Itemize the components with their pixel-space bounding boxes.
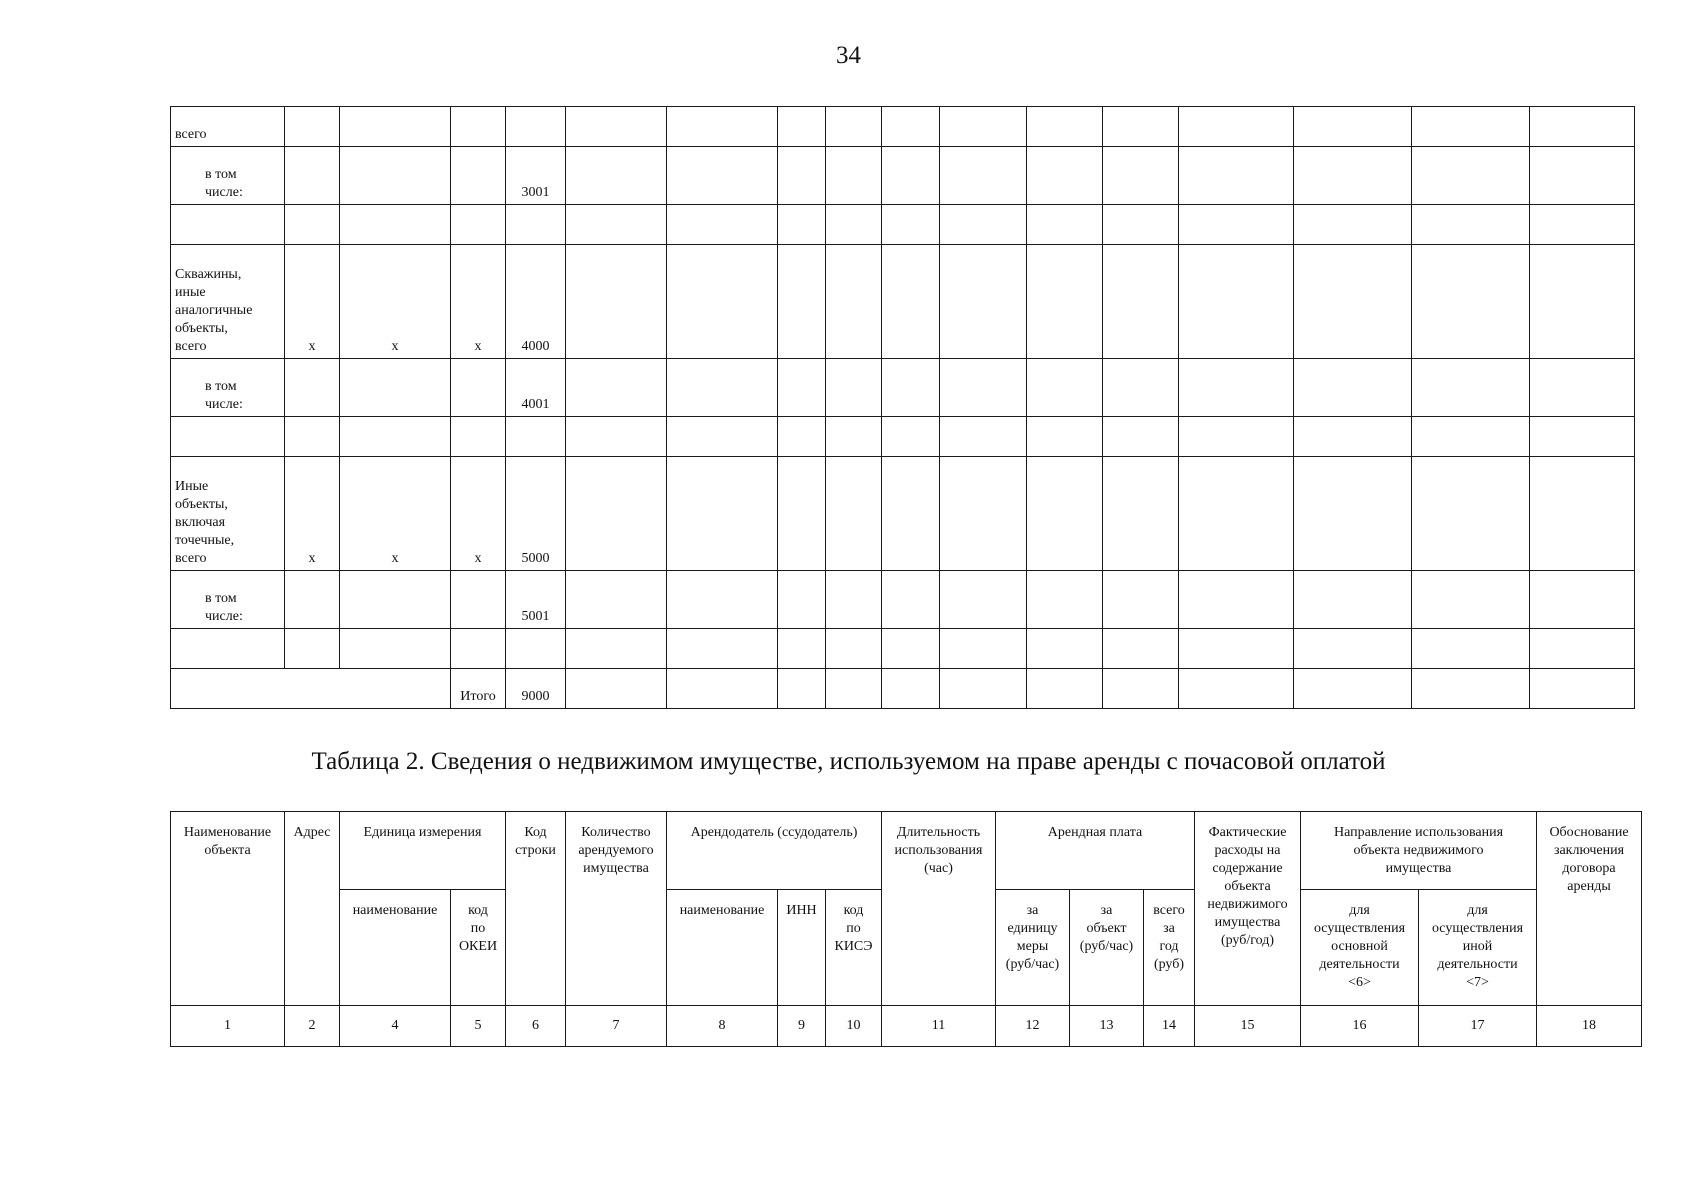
table-cell bbox=[566, 205, 667, 245]
table-cell bbox=[1530, 571, 1635, 629]
table-cell bbox=[1530, 359, 1635, 417]
table-cell bbox=[667, 629, 778, 669]
row-label: в том числе: bbox=[205, 167, 243, 200]
header-object-name: Наименование объекта bbox=[171, 812, 285, 1006]
table-row bbox=[171, 245, 1635, 359]
table-cell bbox=[451, 417, 506, 457]
table-cell bbox=[451, 107, 506, 147]
table-cell bbox=[1103, 147, 1179, 205]
table-cell bbox=[285, 359, 340, 417]
table-cell bbox=[882, 359, 940, 417]
table-cell bbox=[940, 205, 1027, 245]
row-label: Скважины, иные аналогичные объекты, всего bbox=[175, 267, 253, 354]
column-number: 7 bbox=[566, 1006, 667, 1047]
table-cell bbox=[340, 571, 451, 629]
column-number: 5 bbox=[451, 1006, 506, 1047]
table-cell bbox=[451, 629, 506, 669]
table-cell bbox=[340, 629, 451, 669]
table-cell bbox=[1179, 205, 1294, 245]
table-cell bbox=[826, 629, 882, 669]
table-cell bbox=[1027, 417, 1103, 457]
table-cell bbox=[171, 629, 285, 669]
table-cell bbox=[1103, 107, 1179, 147]
table-cell bbox=[1103, 629, 1179, 669]
table-row bbox=[171, 457, 1635, 571]
header-expenses: Фактические расходы на содержание объекта недвижимого имущества (руб/год) bbox=[1195, 812, 1301, 1006]
table-cell bbox=[285, 205, 340, 245]
table-cell bbox=[171, 147, 285, 205]
table-cell bbox=[882, 147, 940, 205]
table-cell bbox=[826, 205, 882, 245]
table-cell bbox=[171, 457, 285, 571]
column-number: 8 bbox=[667, 1006, 778, 1047]
table-cell bbox=[566, 669, 667, 709]
table-cell bbox=[667, 359, 778, 417]
table-cell bbox=[882, 669, 940, 709]
column-numbers-row bbox=[171, 1006, 1642, 1047]
table-cell: х bbox=[285, 245, 340, 359]
header-rent-total-year: всего за год (руб) bbox=[1144, 890, 1195, 1006]
table-cell bbox=[451, 147, 506, 205]
table-cell bbox=[1294, 457, 1412, 571]
table-cell bbox=[667, 107, 778, 147]
table-row bbox=[171, 571, 1635, 629]
row-label: всего bbox=[175, 127, 207, 142]
table-cell bbox=[940, 629, 1027, 669]
table-cell bbox=[171, 359, 285, 417]
table-cell: 4000 bbox=[506, 245, 566, 359]
table-cell bbox=[1103, 457, 1179, 571]
header-unit: Единица измерения bbox=[340, 812, 506, 890]
header-quantity: Количество арендуемого имущества bbox=[566, 812, 667, 1006]
table-cell bbox=[171, 417, 285, 457]
table-cell bbox=[667, 417, 778, 457]
table-cell bbox=[1103, 669, 1179, 709]
table-cell bbox=[566, 417, 667, 457]
column-number: 9 bbox=[778, 1006, 826, 1047]
table-cell bbox=[1412, 457, 1530, 571]
table-cell bbox=[1179, 629, 1294, 669]
table-cell bbox=[1179, 107, 1294, 147]
table-cell bbox=[826, 571, 882, 629]
table-cell bbox=[1294, 629, 1412, 669]
table-cell bbox=[940, 571, 1027, 629]
table-cell bbox=[566, 147, 667, 205]
table-cell bbox=[778, 107, 826, 147]
table-cell bbox=[1179, 245, 1294, 359]
table-cell bbox=[826, 107, 882, 147]
table-cell bbox=[1530, 205, 1635, 245]
table-cell bbox=[778, 147, 826, 205]
table-cell bbox=[826, 147, 882, 205]
table-cell bbox=[1027, 205, 1103, 245]
table-cell bbox=[171, 669, 451, 709]
table-cell bbox=[1530, 457, 1635, 571]
table-cell bbox=[1027, 571, 1103, 629]
table-cell bbox=[451, 571, 506, 629]
table-cell bbox=[171, 245, 285, 359]
row-label: Иные объекты, включая точечные, всего bbox=[175, 479, 235, 566]
table-row bbox=[171, 669, 1635, 709]
table-cell bbox=[566, 629, 667, 669]
table-cell bbox=[940, 359, 1027, 417]
header-basis: Обоснование заключения договора аренды bbox=[1537, 812, 1642, 1006]
table-cell bbox=[171, 571, 285, 629]
table-row bbox=[171, 417, 1635, 457]
table-row bbox=[171, 359, 1635, 417]
table-cell bbox=[506, 629, 566, 669]
table-cell bbox=[1179, 571, 1294, 629]
table-cell bbox=[1294, 669, 1412, 709]
table-cell bbox=[667, 205, 778, 245]
table-cell bbox=[566, 571, 667, 629]
column-number: 17 bbox=[1419, 1006, 1537, 1047]
table-cell: х bbox=[285, 457, 340, 571]
header-direction-main: для осуществления основной деятельности <6> bbox=[1301, 890, 1419, 1006]
table-cell bbox=[882, 457, 940, 571]
table-cell bbox=[778, 571, 826, 629]
table-cell bbox=[566, 457, 667, 571]
table-cell bbox=[171, 107, 285, 147]
table-cell bbox=[940, 417, 1027, 457]
table-cell bbox=[566, 107, 667, 147]
table-cell bbox=[285, 571, 340, 629]
table-cell bbox=[340, 147, 451, 205]
table-cell bbox=[506, 417, 566, 457]
column-number: 2 bbox=[285, 1006, 340, 1047]
table-cell: 3001 bbox=[506, 147, 566, 205]
table-cell bbox=[1027, 457, 1103, 571]
table-cell bbox=[340, 359, 451, 417]
table-cell bbox=[940, 457, 1027, 571]
column-number: 12 bbox=[996, 1006, 1070, 1047]
table-cell bbox=[826, 359, 882, 417]
column-number: 4 bbox=[340, 1006, 451, 1047]
header-rent: Арендная плата bbox=[996, 812, 1195, 890]
table-cell bbox=[340, 417, 451, 457]
table-cell bbox=[882, 571, 940, 629]
table-cell bbox=[1412, 245, 1530, 359]
table-cell bbox=[1027, 629, 1103, 669]
table-cell: х bbox=[451, 245, 506, 359]
table-cell bbox=[1412, 205, 1530, 245]
table-cell bbox=[1412, 669, 1530, 709]
table-cell bbox=[566, 245, 667, 359]
table-cell bbox=[882, 245, 940, 359]
header-address: Адрес bbox=[285, 812, 340, 1006]
header-rent-per-unit: за единицу меры (руб/час) bbox=[996, 890, 1070, 1006]
table-cell bbox=[778, 205, 826, 245]
page-number: 34 bbox=[836, 42, 861, 69]
table-cell bbox=[1179, 359, 1294, 417]
table-cell bbox=[1103, 571, 1179, 629]
table-cell bbox=[1103, 417, 1179, 457]
table-cell bbox=[1412, 107, 1530, 147]
table-cell bbox=[826, 669, 882, 709]
table-cell bbox=[1412, 147, 1530, 205]
header-lessor-kise: код по КИСЭ bbox=[826, 890, 882, 1006]
table-cell bbox=[1530, 107, 1635, 147]
table-cell bbox=[826, 457, 882, 571]
table-cell bbox=[1294, 245, 1412, 359]
table-cell bbox=[1530, 147, 1635, 205]
table-cell bbox=[778, 669, 826, 709]
table-cell bbox=[1294, 417, 1412, 457]
table-row bbox=[171, 107, 1635, 147]
column-number: 15 bbox=[1195, 1006, 1301, 1047]
table-cell bbox=[778, 457, 826, 571]
header-lessor-inn: ИНН bbox=[778, 890, 826, 1006]
column-number: 6 bbox=[506, 1006, 566, 1047]
table-cell bbox=[778, 245, 826, 359]
table-cell bbox=[1027, 669, 1103, 709]
table-cell bbox=[1027, 359, 1103, 417]
table-cell bbox=[1412, 629, 1530, 669]
header-row-code: Код строки bbox=[506, 812, 566, 1006]
table-cell bbox=[1179, 147, 1294, 205]
table-cell bbox=[667, 245, 778, 359]
table-cell bbox=[667, 571, 778, 629]
table-cell: х bbox=[451, 457, 506, 571]
table-cell bbox=[1412, 571, 1530, 629]
table-cell bbox=[1103, 245, 1179, 359]
header-lessor: Арендодатель (ссудодатель) bbox=[667, 812, 882, 890]
table-2-caption: Таблица 2. Сведения о недвижимом имуществе, используемом на праве аренды с почасовой оплатой bbox=[311, 748, 1386, 775]
table-row bbox=[171, 629, 1635, 669]
column-number: 11 bbox=[882, 1006, 996, 1047]
table-cell bbox=[667, 457, 778, 571]
table-cell bbox=[667, 669, 778, 709]
table-cell bbox=[1103, 359, 1179, 417]
header-lessor-name: наименование bbox=[667, 890, 778, 1006]
table-cell bbox=[1294, 147, 1412, 205]
table-1-continuation bbox=[170, 106, 1635, 709]
table-cell: 5001 bbox=[506, 571, 566, 629]
table-cell bbox=[451, 359, 506, 417]
table-cell bbox=[778, 417, 826, 457]
table-cell bbox=[940, 107, 1027, 147]
table-cell: х bbox=[340, 245, 451, 359]
row-label: в том числе: bbox=[205, 591, 243, 624]
table-cell bbox=[285, 417, 340, 457]
table-cell bbox=[1530, 629, 1635, 669]
table-cell bbox=[506, 205, 566, 245]
table-cell: 9000 bbox=[506, 669, 566, 709]
table-cell bbox=[506, 107, 566, 147]
header-direction: Направление использования объекта недвижимого имущества bbox=[1301, 812, 1537, 890]
table-cell bbox=[1179, 417, 1294, 457]
table-cell bbox=[826, 417, 882, 457]
table-cell bbox=[882, 205, 940, 245]
table-cell bbox=[340, 205, 451, 245]
table-cell bbox=[171, 205, 285, 245]
header-unit-name: наименование bbox=[340, 890, 451, 1006]
table-cell bbox=[566, 359, 667, 417]
table-cell bbox=[1103, 205, 1179, 245]
table-cell: Итого bbox=[451, 669, 506, 709]
table-cell bbox=[1412, 359, 1530, 417]
table-cell bbox=[667, 147, 778, 205]
table-cell bbox=[285, 629, 340, 669]
table-cell bbox=[1294, 107, 1412, 147]
column-number: 10 bbox=[826, 1006, 882, 1047]
table-cell bbox=[1530, 245, 1635, 359]
table-cell bbox=[285, 147, 340, 205]
header-duration: Длительность использования (час) bbox=[882, 812, 996, 1006]
table-cell bbox=[1412, 417, 1530, 457]
table-cell bbox=[826, 245, 882, 359]
table-cell bbox=[1294, 359, 1412, 417]
table-cell bbox=[1179, 457, 1294, 571]
table-cell bbox=[451, 205, 506, 245]
table-cell bbox=[1294, 205, 1412, 245]
column-number: 14 bbox=[1144, 1006, 1195, 1047]
table-cell bbox=[1530, 417, 1635, 457]
table-cell bbox=[1530, 669, 1635, 709]
table-cell bbox=[1294, 571, 1412, 629]
table-cell: 4001 bbox=[506, 359, 566, 417]
column-number: 16 bbox=[1301, 1006, 1419, 1047]
column-number: 1 bbox=[171, 1006, 285, 1047]
table-cell bbox=[778, 359, 826, 417]
row-label: в том числе: bbox=[205, 379, 243, 412]
table-cell bbox=[940, 669, 1027, 709]
header-rent-per-object: за объект (руб/час) bbox=[1070, 890, 1144, 1006]
table-cell bbox=[882, 107, 940, 147]
table-cell: 5000 bbox=[506, 457, 566, 571]
table-cell bbox=[1027, 107, 1103, 147]
table-cell bbox=[940, 245, 1027, 359]
table-cell bbox=[1027, 245, 1103, 359]
column-number: 18 bbox=[1537, 1006, 1642, 1047]
column-number: 13 bbox=[1070, 1006, 1144, 1047]
table-row bbox=[171, 147, 1635, 205]
table-cell bbox=[940, 147, 1027, 205]
table-cell bbox=[882, 629, 940, 669]
table-cell bbox=[778, 629, 826, 669]
header-unit-okei: код по ОКЕИ bbox=[451, 890, 506, 1006]
table-cell bbox=[340, 107, 451, 147]
table-cell bbox=[1179, 669, 1294, 709]
header-direction-other: для осуществления иной деятельности <7> bbox=[1419, 890, 1537, 1006]
table-cell bbox=[1027, 147, 1103, 205]
table-cell bbox=[882, 417, 940, 457]
table-2-hourly-rent bbox=[170, 811, 1642, 1047]
table-row bbox=[171, 205, 1635, 245]
table-cell: х bbox=[340, 457, 451, 571]
table-cell bbox=[285, 107, 340, 147]
